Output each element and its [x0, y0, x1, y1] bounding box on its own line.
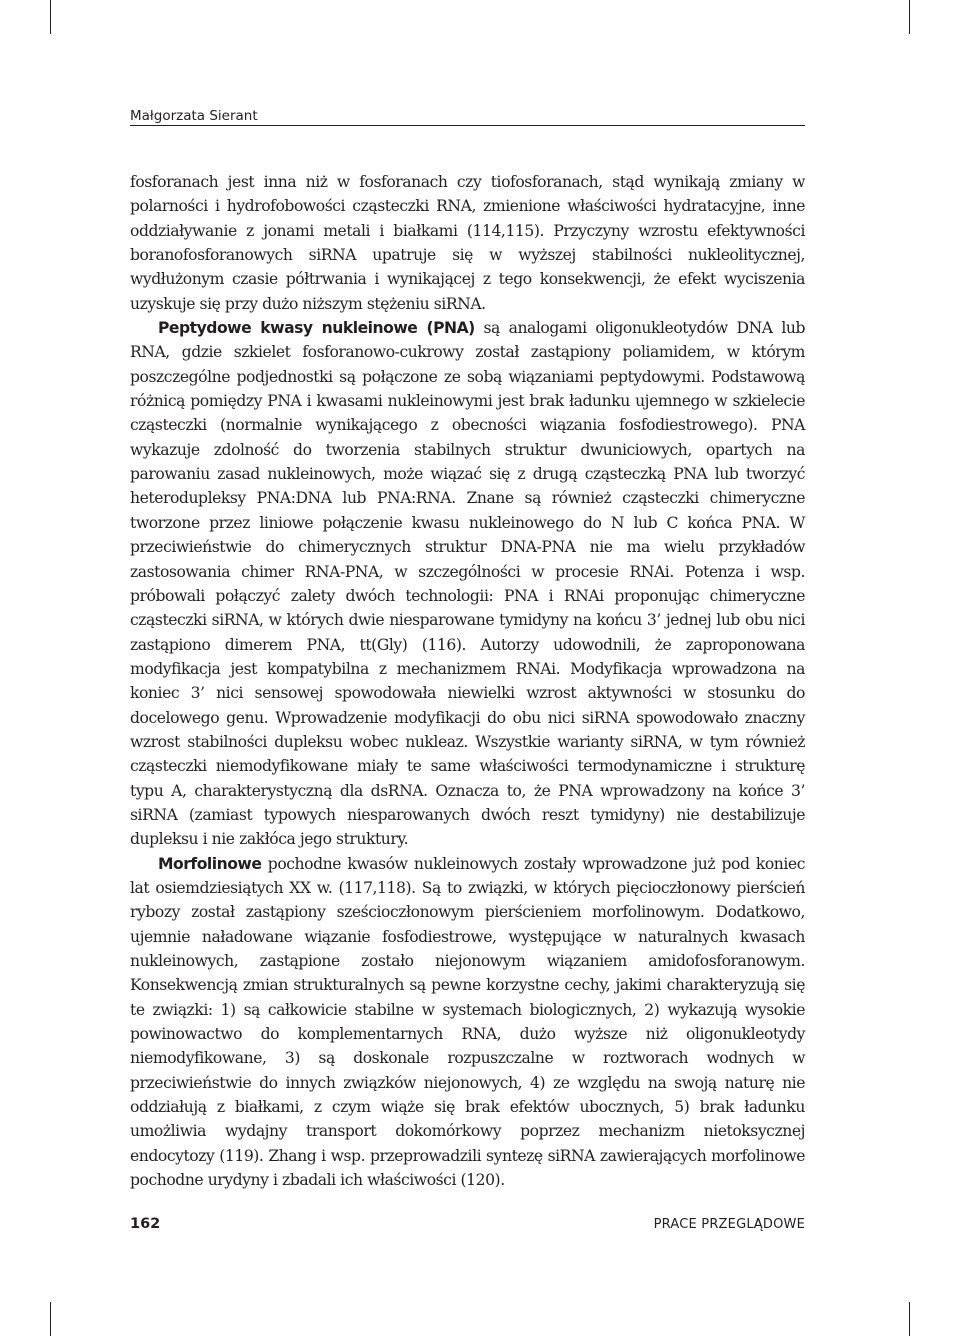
paragraph-pna: [130, 316, 805, 852]
paragraph-lead-term: Morfolinowe: [158, 854, 262, 873]
crop-mark-bottom-left: [50, 1302, 51, 1336]
paragraph-morpholino: [130, 852, 805, 1193]
article-body: [130, 170, 805, 1192]
running-header-author: Małgorzata Sierant: [130, 108, 258, 124]
paragraph-text: pochodne kwasów nukleinowych zostały wprowadzone już pod koniec lat osiemdziesiątych XX w. (117,118). Są to związki, w których pięcioczłonowy pierścień rybozy został zastąpiony sześcioczłonowym pierścieniem morfolinowym. Dodatkowo, ujemnie naładowane wiązanie fosfodiestrowe, występujące w naturalnych kwasach nukleinowych, zastąpione zostało niejonowym wiązaniem amidofosforanowym. Konsekwencją zmian strukturalnych są pewne korzystne cechy, jakimi charakteryzują się te związki: 1) są całkowicie stabilne w systemach biologicznych, 2) wykazują wysokie powinowactwo do komplementarnych RNA, dużo wyższe niż oligonukleotydy niemodyfikowane, 3) są doskonale rozpuszczalne w roztworach wodnych w przeciwieństwie do innych związków niejonowych, 4) ze względu na swoją naturę nie oddziałują z białkami, z czym wiąże się brak efektów ubocznych, 5) brak ładunku umożliwia wydajny transport dokomórkowy poprzez mechanizm nietoksycznej endocytozy (119). Zhang i wsp. przeprowadzili syntezę siRNA zawierających morfolinowe pochodne urydyny i zbadali ich właściwości (120).: [130, 854, 805, 1190]
journal-section-label: PRACE PRZEGLĄDOWE: [653, 1217, 805, 1232]
paragraph-lead-term: Peptydowe kwasy nukleinowe (PNA): [158, 319, 475, 338]
paragraph-text: są analogami oligonukleotydów DNA lub RNA, gdzie szkielet fosforanowo-cukrowy został zastąpiony poliamidem, w którym poszczególne podjednostki są połączone ze sobą wiązaniami peptydowymi. Podstawową różnicą pomiędzy PNA i kwasami nukleinowymi jest brak ładunku ujemnego w szkielecie cząsteczki (normalnie wynikającego z obecności wiązania fosfodiestrowego). PNA wykazuje zdolność do tworzenia stabilnych struktur dwuniciowych, opartych na parowaniu zasad nukleinowych, może wiązać się z drugą cząsteczką PNA lub tworzyć heterodupleksy PNA:DNA lub PNA:RNA. Znane są również cząsteczki chimeryczne tworzone przez liniowe połączenie kwasu nukleinowego do N lub C końca PNA. W przeciwieństwie do chimerycznych struktur DNA-PNA nie ma wielu przykładów zastosowania chimer RNA-PNA, w szczególności w procesie RNAi. Potenza i wsp. próbowali połączyć zalety dwóch technologii: PNA i RNAi proponując chimeryczne cząsteczki siRNA, w których dwie niesparowane tymidyny na końcu 3’ jednej lub obu nici zastąpiono dimerem PNA, tt(Gly) (116). Autorzy udowodnili, że zaproponowana modyfikacja jest kompatybilna z mechanizmem RNAi. Modyfikacja wprowadzona na koniec 3’ nici sensowej spowodowała niewielki wzrost aktywności w stosunku do docelowego genu. Wprowadzenie modyfikacji do obu nici siRNA spowodowało znaczny wzrost stabilności dupleksu wobec nukleaz. Wszystkie warianty siRNA, w tym również cząsteczki niemodyfikowane miały te same właściwości termodynamiczne i strukturę typu A, charakterystyczną dla dsRNA. Oznacza to, że PNA wprowadzony na końce 3’ siRNA (zamiast typowych niesparowanych dwóch reszt tymidyny) nie destabilizuje dupleksu i nie zakłóca jego struktury.: [130, 319, 805, 849]
paragraph-boranophosphate: [130, 170, 805, 316]
crop-mark-top-left: [50, 0, 51, 34]
header-rule: [130, 125, 805, 126]
paragraph-text: fosforanach jest inna niż w fosforanach czy tiofosforanach, stąd wynikają zmiany w polarności i hydrofobowości cząsteczki RNA, zmienione właściwości hydratacyjne, inne oddziaływanie z jonami metali i białkami (114,115). Przyczyny wzrostu efektywności boranofosforanowych siRNA upatruje się w wyższej stabilności nukleolitycznej, wydłużonym czasie półtrwania i wynikającej z tego konsekwencji, że efekt wyciszenia uzyskuje się przy dużo niższym stężeniu siRNA.: [130, 173, 805, 313]
crop-mark-top-right: [909, 0, 910, 34]
crop-mark-bottom-right: [909, 1302, 910, 1336]
page-number: 162: [130, 1216, 161, 1232]
